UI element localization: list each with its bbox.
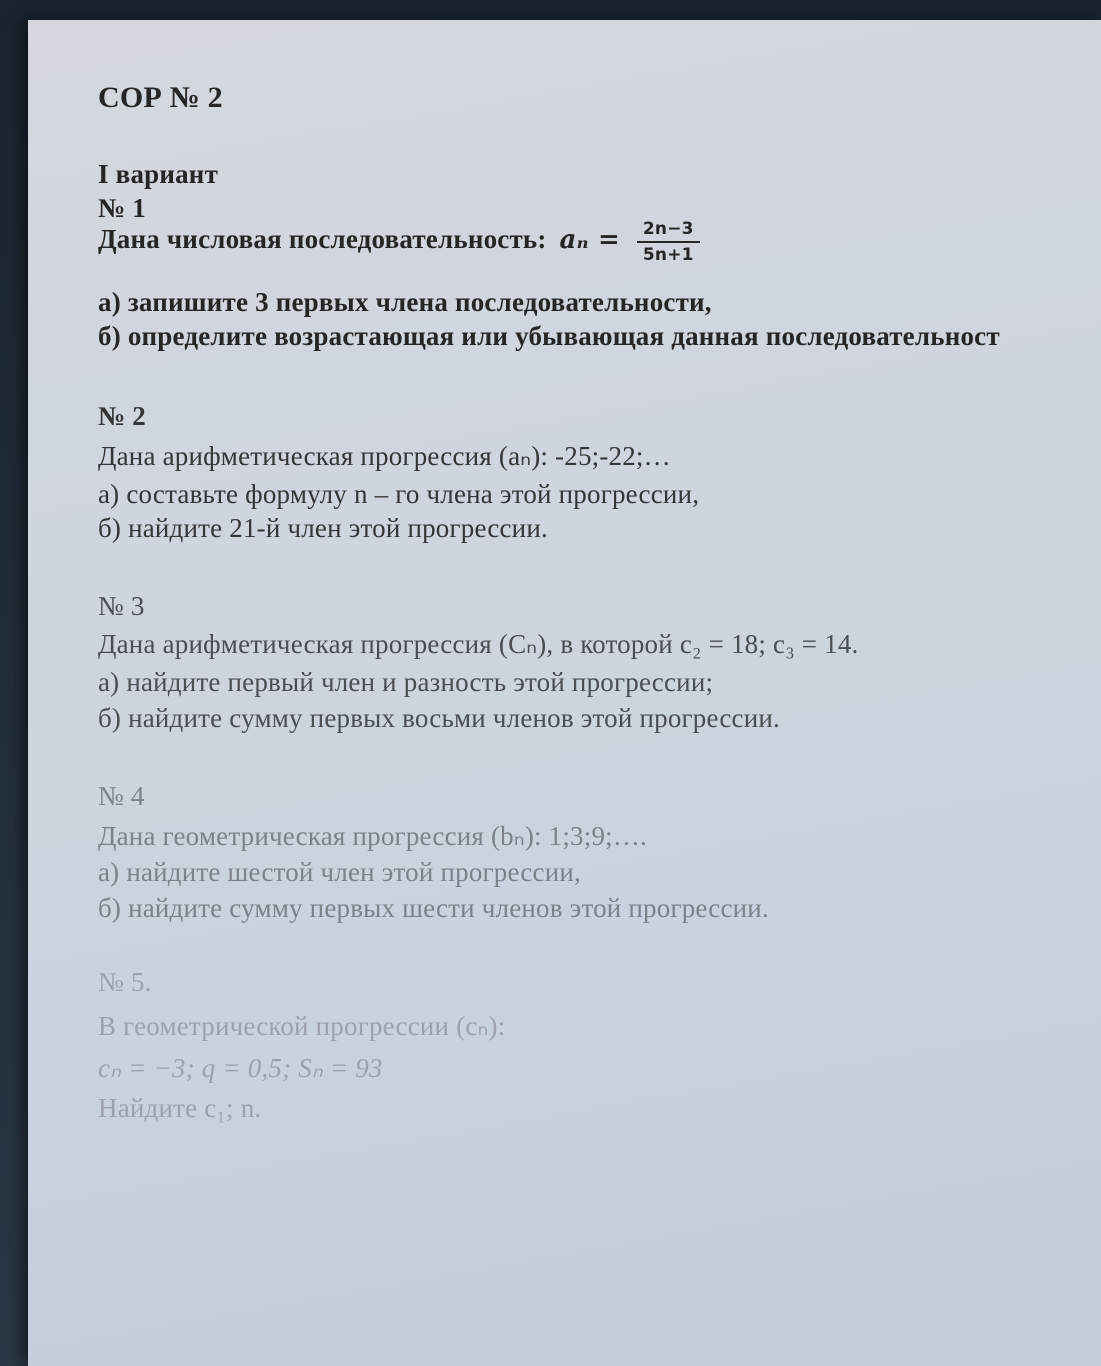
variant-heading: I вариант (98, 159, 219, 189)
task-1-formula-numerator: 2n−3 (637, 220, 700, 243)
task-1-number: № 1 (98, 193, 146, 223)
task-4-number: № 4 (98, 781, 145, 811)
task-1-part-a: а) запишите 3 первых члена последовательности, (98, 287, 712, 317)
task-1-statement-line (98, 220, 700, 280)
task-5-find: Найдите c₁; n. (98, 1093, 262, 1123)
task-5-number: № 5. (98, 967, 152, 997)
task-1-formula-denominator: 5n+1 (642, 245, 694, 265)
task-4-statement: Дана геометрическая прогрессия (bₙ): 1;3;9;…. (98, 821, 648, 851)
task-3-number: № 3 (98, 591, 145, 621)
document-page (28, 20, 1101, 1366)
task-3-statement: Дана арифметическая прогрессия (Cₙ), в которой c₂ = 18; c₃ = 14. (98, 629, 859, 659)
task-1-statement: Дана числовая последовательность: (98, 224, 547, 255)
task-4-part-a: а) найдите шестой член этой прогрессии, (98, 857, 581, 887)
task-3-part-b: б) найдите сумму первых восьми членов этой прогрессии. (98, 703, 780, 733)
task-2-part-a: а) составьте формулу n – го члена этой прогрессии, (98, 479, 700, 509)
task-1-formula-fraction (637, 220, 700, 264)
task-2-number: № 2 (98, 401, 146, 431)
task-5-given: cₙ = −3; q = 0,5; Sₙ = 93 (98, 1053, 383, 1083)
task-1-formula-lhs: aₙ = (559, 225, 620, 256)
task-2-part-b: б) найдите 21-й член этой прогрессии. (98, 513, 548, 543)
task-3-part-a: а) найдите первый член и разность этой прогрессии; (98, 667, 714, 697)
document-title: СОР № 2 (98, 81, 223, 114)
task-1-part-b: б) определите возрастающая или убывающая данная последовательност (98, 321, 1000, 351)
task-2-statement: Дана арифметическая прогрессия (aₙ): -25;-22;… (98, 441, 671, 471)
task-4-part-b: б) найдите сумму первых шести членов этой прогрессии. (98, 893, 769, 923)
task-5-statement: В геометрической прогрессии (cₙ): (98, 1011, 506, 1041)
